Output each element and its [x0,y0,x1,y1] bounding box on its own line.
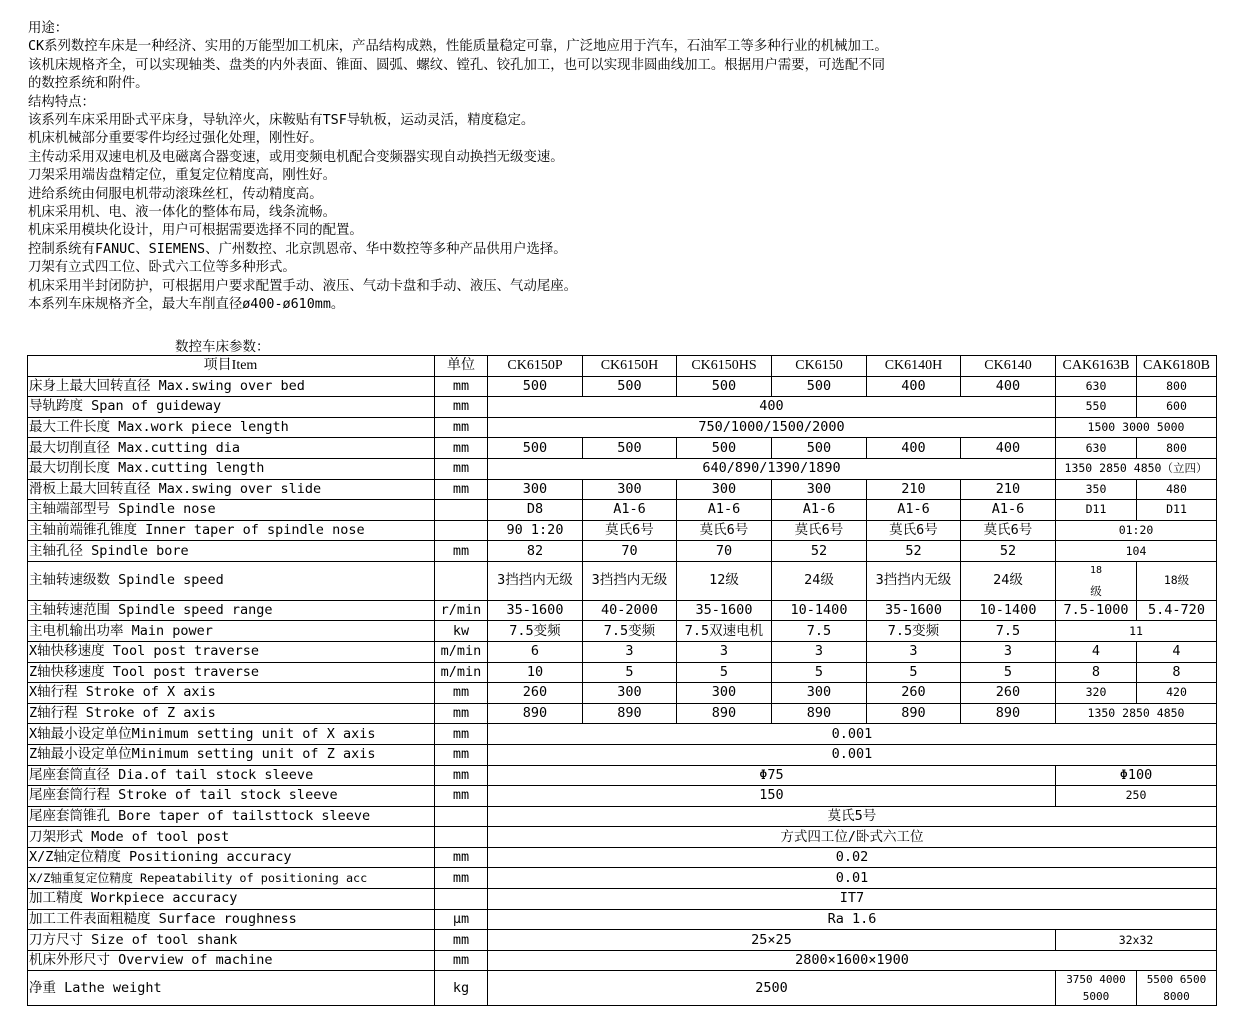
param-unit [435,500,488,521]
param-unit: mm [435,397,488,418]
param-value: 35-1600 [488,600,583,621]
table-row [28,765,1217,786]
param-unit: mm [435,438,488,459]
param-value: 7.5变频 [488,621,583,642]
param-value-part: 18 [1089,564,1103,576]
column-header-item: 项目Item [28,356,435,377]
param-name: Z轴快移速度 Tool post traverse [28,662,435,683]
param-value: 500 [677,376,772,397]
intro-line: 机床机械部分重要零件均经过强化处理，刚性好。 [28,131,323,147]
param-value: 40-2000 [583,600,677,621]
param-unit: mm [435,417,488,438]
param-value: 3挡挡内无级 [488,561,583,600]
param-value: 500 [488,376,583,397]
param-name: 刀架形式 Mode of tool post [28,827,435,848]
table-row [28,806,1217,827]
param-value: 300 [772,683,867,704]
param-value: 890 [583,703,677,724]
param-value-part: 8000 [1163,990,1190,1004]
param-value: 800 [1137,376,1217,397]
param-value: 2500 [488,971,1056,1006]
param-value: 3挡挡内无级 [583,561,677,600]
param-name: 主轴转速级数 Spindle speed [28,561,435,600]
param-value: 600 [1137,397,1217,418]
intro-line: 机床采用模块化设计，用户可根据需要选择不同的配置。 [28,223,363,239]
table-row [28,868,1217,889]
param-value: 420 [1137,683,1217,704]
param-value: 90 1:20 [488,520,583,541]
param-value: 莫氏6号 [867,520,961,541]
param-value: 400 [961,438,1056,459]
column-header-model: CAK6180B [1137,356,1217,377]
param-value: 3 [961,641,1056,662]
param-unit: mm [435,930,488,951]
param-value: 11 [1056,621,1217,642]
param-value: 250 [1056,786,1217,807]
param-value: 3 [677,641,772,662]
table-row [28,621,1217,642]
param-unit: mm [435,765,488,786]
param-value: 32x32 [1056,930,1217,951]
param-value: A1-6 [772,500,867,521]
param-value: 70 [677,541,772,562]
param-unit: mm [435,950,488,971]
param-value: 300 [677,479,772,500]
param-value [1056,971,1137,1006]
param-name: 最大工件长度 Max.work piece length [28,417,435,438]
param-value: 莫氏5号 [488,806,1217,827]
param-value: 5 [772,662,867,683]
param-value: 18级 [1137,561,1217,600]
param-value: 52 [772,541,867,562]
param-value: 260 [488,683,583,704]
table-row [28,971,1217,1006]
intro-line: 主传动采用双速电机及电磁离合器变速，或用变频电机配合变频器实现自动换挡无级变速。 [28,149,564,165]
intro-line: 机床采用机、电、液一体化的整体布局，线条流畅。 [28,205,336,221]
param-unit: m/min [435,641,488,662]
column-header-model: CK6140 [961,356,1056,377]
param-value: 7.5变频 [867,621,961,642]
param-value: 0.001 [488,744,1217,765]
param-value: 52 [867,541,961,562]
param-name-text: X/Z轴重复定位精度 Repeatability of positioning acc [29,870,368,885]
param-value: 01:20 [1056,520,1217,541]
param-value: 500 [583,438,677,459]
column-header-model: CK6150H [583,356,677,377]
param-unit: mm [435,868,488,889]
param-value: 550 [1056,397,1137,418]
param-name: 尾座套筒行程 Stroke of tail stock sleeve [28,786,435,807]
param-value: 10-1400 [961,600,1056,621]
param-value: 24级 [961,561,1056,600]
param-value: 莫氏6号 [772,520,867,541]
param-value: 8 [1137,662,1217,683]
param-name: 加工工件表面粗糙度 Surface roughness [28,909,435,930]
param-value-part: 3750 4000 [1066,973,1126,987]
table-row [28,541,1217,562]
param-unit [435,827,488,848]
intro-line: 刀架采用端齿盘精定位，重复定位精度高，刚性好。 [28,168,336,184]
column-header-model: CK6150 [772,356,867,377]
column-header-model: CK6140H [867,356,961,377]
param-name [28,868,435,889]
param-value: 10-1400 [772,600,867,621]
param-name: Z轴最小设定单位Minimum setting unit of Z axis [28,744,435,765]
param-name: X/Z轴定位精度 Positioning accuracy [28,847,435,868]
intro-line: 该系列车床采用卧式平床身，导轨淬火，床鞍贴有TSF导轨板，运动灵活，精度稳定。 [28,113,535,129]
param-unit: m/min [435,662,488,683]
table-row [28,600,1217,621]
param-unit [435,889,488,910]
table-row [28,500,1217,521]
param-value: 4 [1056,641,1137,662]
table-row [28,744,1217,765]
param-value: 750/1000/1500/2000 [488,417,1056,438]
param-value: 800 [1137,438,1217,459]
table-row [28,683,1217,704]
intro-line: 结构特点： [28,94,95,110]
param-value: 5 [677,662,772,683]
param-value: A1-6 [867,500,961,521]
param-value: 890 [772,703,867,724]
param-value: 7.5双速电机 [677,621,772,642]
param-value: 4 [1137,641,1217,662]
param-value: 500 [772,438,867,459]
table-row [28,786,1217,807]
param-value: 300 [772,479,867,500]
column-header-unit: 单位 [435,356,488,377]
param-value: 500 [488,438,583,459]
param-value: 480 [1137,479,1217,500]
intro-line: CK系列数控车床是一种经济、实用的万能型加工机床，产品结构成熟，性能质量稳定可靠，广泛地应用于汽车，石油军工等多种行业的机械加工。 [28,39,888,55]
param-unit: mm [435,479,488,500]
param-value: Φ100 [1056,765,1217,786]
param-value: 12级 [677,561,772,600]
table-row [28,438,1217,459]
param-value: 0.001 [488,724,1217,745]
param-value: Φ75 [488,765,1056,786]
table-caption: 数控车床参数： [175,339,270,355]
param-name: 刀方尺寸 Size of tool shank [28,930,435,951]
param-value: 210 [961,479,1056,500]
param-name: 滑板上最大回转直径 Max.swing over slide [28,479,435,500]
param-value: Ra 1.6 [488,909,1217,930]
param-unit: mm [435,376,488,397]
param-value: 70 [583,541,677,562]
param-unit: mm [435,786,488,807]
param-value: D11 [1056,500,1137,521]
intro-line: 本系列车床规格齐全，最大车削直径ø400-ø610mm。 [28,297,345,313]
param-name: X轴快移速度 Tool post traverse [28,641,435,662]
param-name: 主轴孔径 Spindle bore [28,541,435,562]
param-unit: μm [435,909,488,930]
param-value-part: 5500 6500 [1146,973,1207,987]
param-value: 7.5变频 [583,621,677,642]
param-value: 1350 2850 4850 [1056,703,1217,724]
param-unit: mm [435,744,488,765]
param-value: IT7 [488,889,1217,910]
param-value: 25×25 [488,930,1056,951]
param-name: 主电机输出功率 Main power [28,621,435,642]
param-value: 150 [488,786,1056,807]
param-value: 400 [867,376,961,397]
intro-text [28,20,1218,315]
param-value: A1-6 [583,500,677,521]
table-row [28,520,1217,541]
param-name: 导轨跨度 Span of guideway [28,397,435,418]
param-value: 300 [583,683,677,704]
param-name: Z轴行程 Stroke of Z axis [28,703,435,724]
intro-line: 刀架有立式四工位、卧式六工位等多种形式。 [28,260,296,276]
table-row [28,847,1217,868]
intro-line: 控制系统有FANUC、SIEMENS、广州数控、北京凯恩帝、华中数控等多种产品供用户选择。 [28,241,567,257]
param-value: D11 [1137,500,1217,521]
param-value: 5 [867,662,961,683]
param-value: 350 [1056,479,1137,500]
param-value: A1-6 [677,500,772,521]
param-value: 300 [677,683,772,704]
param-value: 890 [488,703,583,724]
param-value-part: 级 [1090,583,1102,598]
param-unit [435,520,488,541]
param-value: 300 [488,479,583,500]
column-header-model: CK6150P [488,356,583,377]
param-name: 主轴前端锥孔锥度 Inner taper of spindle nose [28,520,435,541]
param-value: 35-1600 [867,600,961,621]
param-unit: mm [435,541,488,562]
param-value: 300 [583,479,677,500]
param-name: 最大切削长度 Max.cutting length [28,458,435,479]
param-value: 52 [961,541,1056,562]
intro-line: 机床采用半封闭防护，可根据用户要求配置手动、液压、气动卡盘和手动、液压、气动尾座。 [28,278,578,294]
param-value: A1-6 [961,500,1056,521]
param-value: 6 [488,641,583,662]
table-row [28,724,1217,745]
param-value: 7.5 [772,621,867,642]
param-value: 5 [583,662,677,683]
param-value: 0.02 [488,847,1217,868]
table-row [28,950,1217,971]
param-value: D8 [488,500,583,521]
param-value: 莫氏6号 [677,520,772,541]
param-unit: kg [435,971,488,1006]
param-value: 500 [677,438,772,459]
table-row [28,662,1217,683]
param-value: 莫氏6号 [583,520,677,541]
param-value: 7.5-1000 [1056,600,1137,621]
param-name: 机床外形尺寸 Overview of machine [28,950,435,971]
param-unit: mm [435,703,488,724]
table-row [28,889,1217,910]
param-value: 0.01 [488,868,1217,889]
table-row [28,417,1217,438]
param-name: 最大切削直径 Max.cutting dia [28,438,435,459]
param-value: 35-1600 [677,600,772,621]
param-value: 630 [1056,376,1137,397]
param-name: 加工精度 Workpiece accuracy [28,889,435,910]
intro-line: 该机床规格齐全，可以实现轴类、盘类的内外表面、锥面、圆弧、螺纹、镗孔、铰孔加工，也可以实现非圆曲线加工。根据用户需要，可选配不同 [28,57,885,73]
param-value: 3 [867,641,961,662]
param-value: 400 [488,397,1056,418]
param-name: 床身上最大回转直径 Max.swing over bed [28,376,435,397]
param-name: X轴行程 Stroke of X axis [28,683,435,704]
table-row [28,827,1217,848]
param-value: 方式四工位/卧式六工位 [488,827,1217,848]
table-row [28,561,1217,600]
table-row [28,930,1217,951]
param-value: 260 [961,683,1056,704]
param-unit: mm [435,458,488,479]
param-value: 8 [1056,662,1137,683]
param-name: 尾座套筒直径 Dia.of tail stock sleeve [28,765,435,786]
param-value [1137,971,1217,1006]
param-unit [435,806,488,827]
param-value: 1500 3000 5000 [1056,417,1217,438]
param-value-part: 5000 [1082,990,1110,1004]
param-value: 400 [961,376,1056,397]
param-value: 260 [867,683,961,704]
param-unit [435,561,488,600]
param-value: 320 [1056,683,1137,704]
param-unit: mm [435,724,488,745]
param-value: 7.5 [961,621,1056,642]
param-value: 82 [488,541,583,562]
param-value: 3 [583,641,677,662]
param-value: 1350 2850 4850（立四） [1056,458,1217,479]
param-value: 890 [677,703,772,724]
param-value: 500 [583,376,677,397]
spec-table [27,355,1217,1006]
table-row [28,376,1217,397]
param-value: 2800×1600×1900 [488,950,1217,971]
intro-line: 用途： [28,21,69,36]
table-row [28,641,1217,662]
table-row [28,703,1217,724]
param-value: 5.4-720 [1137,600,1217,621]
table-header-row [28,356,1217,377]
param-value: 890 [961,703,1056,724]
param-name: 净重 Lathe weight [28,971,435,1006]
param-value: 3挡挡内无级 [867,561,961,600]
param-value [1056,561,1137,600]
param-name: 主轴转速范围 Spindle speed range [28,600,435,621]
intro-line: 进给系统由伺服电机带动滚珠丝杠，传动精度高。 [28,186,323,202]
param-unit: r/min [435,600,488,621]
param-value: 莫氏6号 [961,520,1056,541]
param-unit: kw [435,621,488,642]
param-unit: mm [435,847,488,868]
param-value: 10 [488,662,583,683]
param-value: 500 [772,376,867,397]
table-row [28,479,1217,500]
column-header-model: CK6150HS [677,356,772,377]
param-value: 5 [961,662,1056,683]
param-value: 630 [1056,438,1137,459]
param-value: 3 [772,641,867,662]
param-name: 主轴端部型号 Spindle nose [28,500,435,521]
column-header-model: CAK6163B [1056,356,1137,377]
param-unit: mm [435,683,488,704]
table-row [28,458,1217,479]
param-value: 104 [1056,541,1217,562]
param-value: 890 [867,703,961,724]
table-row [28,909,1217,930]
param-value: 400 [867,438,961,459]
param-value: 210 [867,479,961,500]
table-row [28,397,1217,418]
param-value: 640/890/1390/1890 [488,458,1056,479]
param-name: 尾座套筒锥孔 Bore taper of tailsttock sleeve [28,806,435,827]
param-name: X轴最小设定单位Minimum setting unit of X axis [28,724,435,745]
param-value: 24级 [772,561,867,600]
intro-line: 的数控系统和附件。 [28,76,149,92]
